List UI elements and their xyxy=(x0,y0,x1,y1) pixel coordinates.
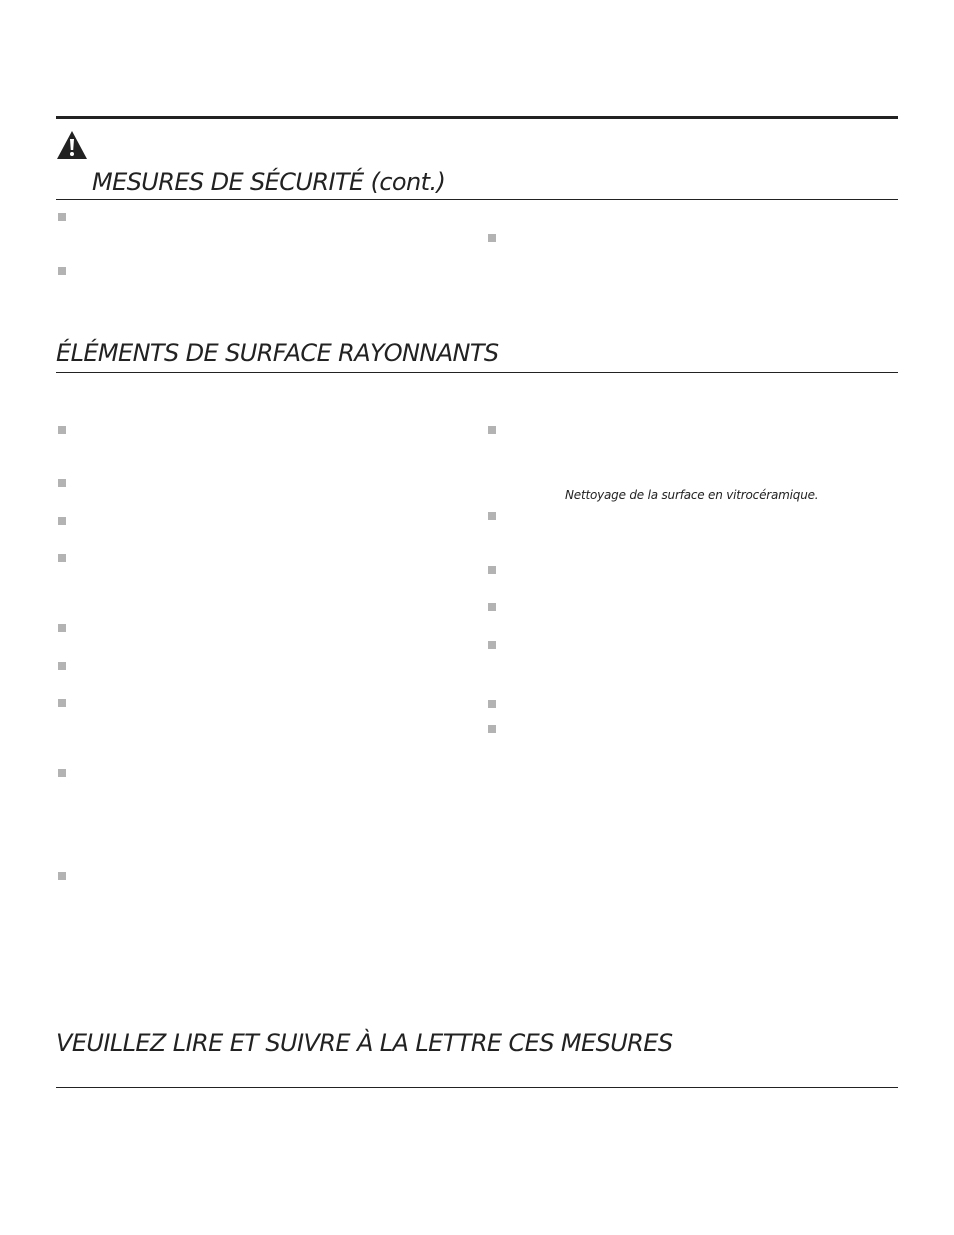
figure-caption: Nettoyage de la surface en vitrocéramique. xyxy=(565,488,819,502)
warning-triangle-icon xyxy=(56,129,88,161)
bullet-marker xyxy=(488,566,496,574)
section-rule xyxy=(56,372,898,373)
section-rule xyxy=(56,199,898,200)
bullet-marker xyxy=(58,213,66,221)
section-rule xyxy=(56,1087,898,1088)
bullet-marker xyxy=(488,426,496,434)
bullet-marker xyxy=(58,426,66,434)
bullet-marker xyxy=(58,769,66,777)
bullet-marker xyxy=(58,624,66,632)
bullet-marker xyxy=(488,700,496,708)
bullet-marker xyxy=(58,699,66,707)
section-title-radiant-elements: ÉLÉMENTS DE SURFACE RAYONNANTS xyxy=(56,339,499,367)
bullet-marker xyxy=(488,512,496,520)
bullet-marker xyxy=(488,725,496,733)
bullet-marker xyxy=(58,267,66,275)
top-rule xyxy=(56,116,898,119)
bullet-marker xyxy=(58,517,66,525)
section-title-read-and-follow: VEUILLEZ LIRE ET SUIVRE À LA LETTRE CES MESURES xyxy=(56,1029,673,1057)
bullet-marker xyxy=(58,662,66,670)
bullet-marker xyxy=(58,872,66,880)
section-title-safety-cont: MESURES DE SÉCURITÉ (cont.) xyxy=(92,168,446,196)
bullet-marker xyxy=(488,234,496,242)
bullet-marker xyxy=(58,554,66,562)
bullet-marker xyxy=(488,603,496,611)
bullet-marker xyxy=(58,479,66,487)
bullet-marker xyxy=(488,641,496,649)
